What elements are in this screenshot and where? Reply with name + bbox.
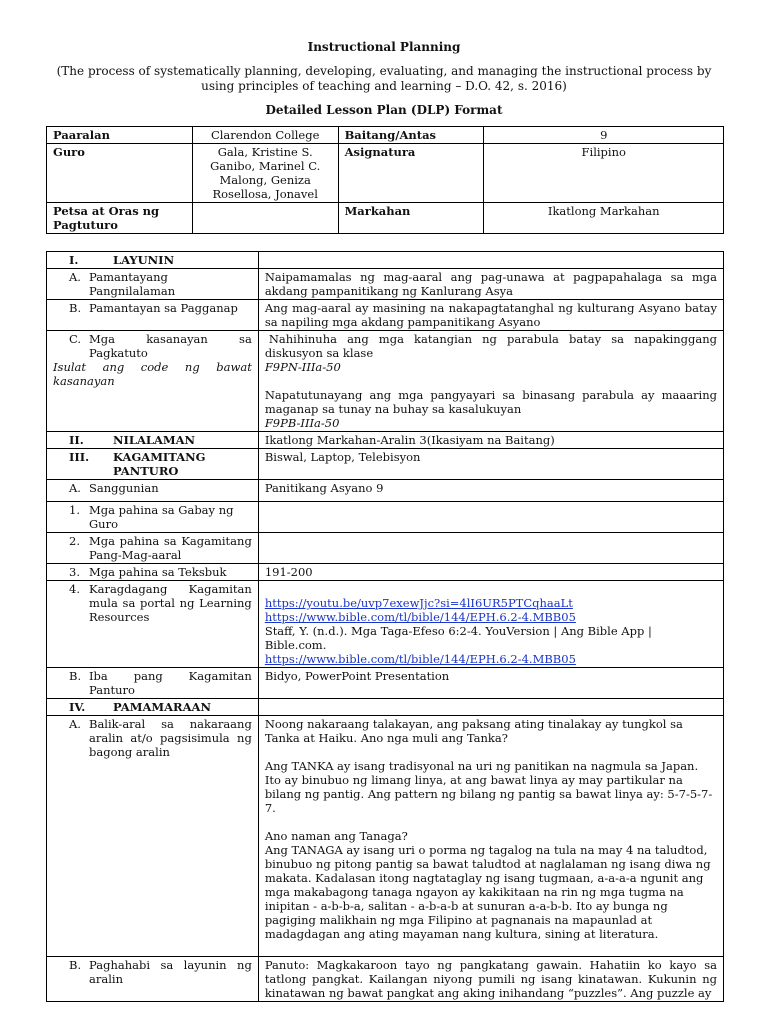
nilalaman-value: Ikatlong Markahan-Aralin 3(Ikasiyam na Baitang)	[258, 432, 723, 449]
kasanayan-code-1: F9PN-IIIa-50	[264, 360, 341, 374]
guro-label: Guro	[47, 144, 193, 203]
resource-link-bible-2[interactable]: https://www.bible.com/tl/bible/144/EPH.6.2-4.MBB05	[264, 652, 576, 666]
item-label: Iba pang Kagamitan Panturo	[89, 669, 252, 697]
section-title: NILALAMAN	[113, 433, 196, 447]
section-layunin	[47, 252, 724, 269]
row-karagdagang-kagamitan	[47, 581, 724, 668]
markahan-label: Markahan	[338, 203, 484, 234]
resource-link-youtube[interactable]: https://youtu.be/uvp7exewJjc?si=4lI6UR5PTCqhaaLt	[264, 596, 573, 610]
info-row-petsa	[47, 203, 724, 234]
row-kagamitang-mag-aaral	[47, 533, 724, 564]
lesson-plan-table	[46, 251, 724, 1002]
row-balik-aral	[47, 716, 724, 957]
document-subtitle: (The process of systematically planning, developing, evaluating, and managing the instructional process by using principles of teaching and learning – D.O. 42, s. 2016)	[56, 64, 712, 93]
iba-pang-kagamitan-value: Bidyo, PowerPoint Presentation	[258, 668, 723, 699]
item-label: Karagdagang Kagamitan mula sa portal ng Learning Resources	[89, 582, 252, 624]
kasanayan-code-2: F9PB-IIIa-50	[264, 416, 340, 430]
resource-link-bible[interactable]: https://www.bible.com/tl/bible/144/EPH.6.2-4.MBB05	[264, 610, 576, 624]
paaralan-value: Clarendon College	[192, 127, 338, 144]
paghahabi-value: Panuto: Magkakaroon tayo ng pangkatang gawain. Hahatiin ko kayo sa tatlong pangkat. Kailangan niyong pumili ng isang kinatawan. Kukunin ng kinatawan ng bawat pangkat ang aking inihandang “puzzles”. Ang puzzle ay	[258, 957, 723, 1002]
item-number: 2.	[69, 534, 80, 548]
item-label: Mga pahina sa Teksbuk	[89, 565, 227, 579]
section-kagamitang-panturo	[47, 449, 724, 480]
section-number: IV.	[69, 700, 86, 714]
item-letter: B.	[69, 669, 82, 683]
item-label: Mga kasanayan sa Pagkatuto	[89, 332, 252, 360]
document-title: Instructional Planning	[307, 40, 461, 54]
row-pamantayan-pagganap	[47, 300, 724, 331]
paaralan-label: Paaralan	[47, 127, 193, 144]
item-number: 3.	[69, 565, 80, 579]
section-title: KAGAMITANG PANTURO	[113, 450, 206, 478]
section-title: LAYUNIN	[113, 253, 175, 267]
sanggunian-value: Panitikang Asyano 9	[258, 480, 723, 502]
row-kasanayan	[47, 331, 724, 432]
markahan-value: Ikatlong Markahan	[484, 203, 724, 234]
section-number: II.	[69, 433, 84, 447]
resource-citation: Staff, Y. (n.d.). Mga Taga-Efeso 6:2-4. YouVersion | Ang Bible App | Bible.com.	[264, 624, 652, 652]
row-gabay-guro	[47, 502, 724, 533]
item-label: Mga pahina sa Gabay ng Guro	[89, 503, 234, 531]
item-letter: B.	[69, 301, 82, 315]
format-title: Detailed Lesson Plan (DLP) Format	[265, 103, 503, 117]
kasanayan-note: Isulat ang code ng bawat kasanayan	[53, 360, 252, 388]
row-paghahabi	[47, 957, 724, 1002]
item-label: Mga pahina sa Kagamitang Pang-Mag-aaral	[89, 534, 252, 562]
balik-aral-question: Ano naman ang Tanaga?	[264, 829, 408, 843]
section-nilalaman	[47, 432, 724, 449]
item-letter: B.	[69, 958, 82, 972]
baitang-label: Baitang/Antas	[338, 127, 484, 144]
section-number: III.	[69, 450, 90, 464]
petsa-label: Petsa at Oras ng Pagtuturo	[47, 203, 193, 234]
row-iba-pang-kagamitan	[47, 668, 724, 699]
section-number: I.	[69, 253, 79, 267]
kasanayan-value-2: Napatutunayang ang mga pangyayari sa binasang parabula ay maaaring maganap sa tunay na buhay sa kasalukuyan	[264, 388, 717, 416]
section-pamamaraan	[47, 699, 724, 716]
item-letter: C.	[69, 332, 82, 346]
item-number: 4.	[69, 582, 80, 596]
asignatura-label: Asignatura	[338, 144, 484, 203]
petsa-value	[192, 203, 338, 234]
info-row-guro	[47, 144, 724, 203]
info-row-paaralan	[47, 127, 724, 144]
info-table	[46, 126, 724, 234]
item-label: Balik-aral sa nakaraang aralin at/o pagsisimula ng bagong aralin	[89, 717, 252, 759]
kagamitang-value: Biswal, Laptop, Telebisyon	[258, 449, 723, 480]
item-value: Ang mag-aaral ay masining na nakapagtatanghal ng kulturang Asyano batay sa napiling mga akdang pampanitikang Asyano	[258, 300, 723, 331]
item-letter: A.	[69, 717, 81, 731]
teksbuk-value: 191-200	[258, 564, 723, 581]
section-title: PAMAMARAAN	[113, 700, 211, 714]
item-label: Pamantayang Pangnilalaman	[89, 270, 176, 298]
asignatura-value: Filipino	[484, 144, 724, 203]
balik-aral-paragraph-2: Ang TANKA ay isang tradisyonal na uri ng panitikan na nagmula sa Japan. Ito ay binubuo ng limang linya, at ang bawat linya ay may partikular na bilang ng pantig. Ang pattern ng bilang ng pantig sa bawat linya ay: 5-7-5-7-7.	[264, 759, 713, 815]
row-teksbuk	[47, 564, 724, 581]
balik-aral-paragraph-1: Noong nakaraang talakayan, ang paksang ating tinalakay ay tungkol sa Tanka at Haiku. Ano nga muli ang Tanka?	[264, 717, 683, 745]
row-pamantayang-pangnilalaman	[47, 269, 724, 300]
guro-value: Gala, Kristine S. Ganibo, Marinel C. Malong, Geniza Rosellosa, Jonavel	[192, 144, 338, 203]
item-label: Paghahabi sa layunin ng aralin	[89, 958, 252, 986]
item-value: Naipamamalas ng mag-aaral ang pag-unawa at pagpapahalaga sa mga akdang pampanitikang ng Kanlurang Asya	[258, 269, 723, 300]
item-letter: A.	[69, 270, 81, 284]
kasanayan-value-1: Nahihinuha ang mga katangian ng parabula batay sa napakinggang diskusyon sa klase	[264, 332, 717, 360]
item-label: Sanggunian	[89, 481, 159, 495]
row-sanggunian	[47, 480, 724, 502]
item-number: 1.	[69, 503, 80, 517]
baitang-value: 9	[484, 127, 724, 144]
balik-aral-paragraph-3: Ang TANAGA ay isang uri o porma ng tagalog na tula na may 4 na taludtod, binubuo ng pitong pantig sa bawat taludtod at naglalaman ng isang diwa ng makata. Kadalasan itong nagtataglay ng isang tugmaan, a-a-a-a ngunit ang mga makabagong tanaga ngayon ay kakikitaan na rin ng mga tugma na inipitan - a-b-b-a, salitan - a-b-a-b at sunuran a-a-b-b. Ito ay bunga ng pagiging malikhain ng mga Filipino at pagnanais na mapaunlad at madagdagan ang ating mayaman nang kultura, sining at literatura.	[264, 843, 711, 941]
item-label: Pamantayan sa Pagganap	[89, 301, 238, 315]
item-letter: A.	[69, 481, 81, 495]
